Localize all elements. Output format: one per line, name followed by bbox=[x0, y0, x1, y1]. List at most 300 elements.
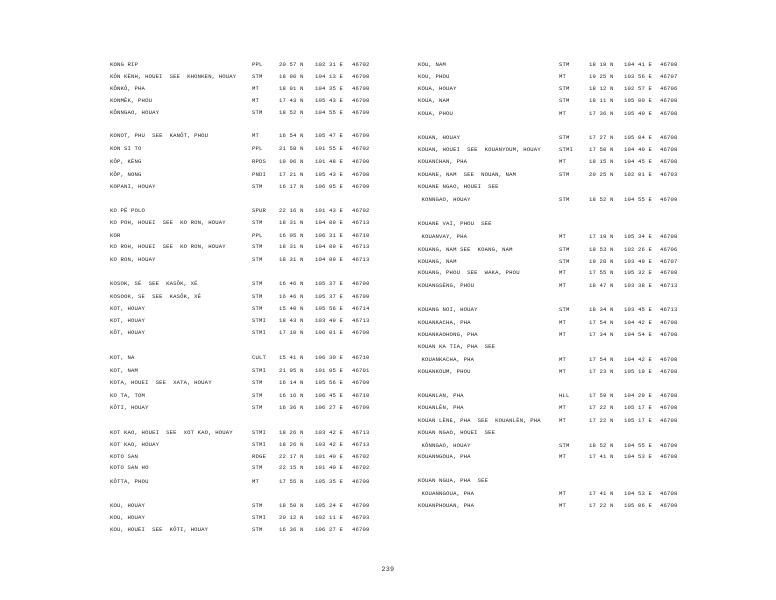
entry-lon: 104 55 E bbox=[624, 196, 653, 203]
entry-name: KOUANPHOUAN, PHA bbox=[418, 502, 475, 509]
right-column-entry bbox=[0, 452, 776, 461]
entry-lon: 103 56 E bbox=[624, 73, 653, 80]
entry-ref: 46713 bbox=[660, 282, 678, 289]
right-column-entry bbox=[0, 330, 776, 339]
entry-lon: 105 37 E bbox=[315, 280, 344, 287]
entry-name: KOT KAO, HOUEI SEE XOT KAO, HOUAY bbox=[110, 429, 233, 436]
entry-name: KÔNNGAO, HOUAY bbox=[110, 109, 160, 116]
entry-type: MT bbox=[559, 269, 567, 276]
entry-name: KONOT, PHU SEE KANÔT, PHOU bbox=[110, 132, 209, 139]
entry-lat: 22 16 N bbox=[279, 207, 304, 214]
entry-type: MT bbox=[559, 282, 567, 289]
entry-ref: 46703 bbox=[660, 171, 678, 178]
entry-lon: 104 09 E bbox=[315, 243, 344, 250]
right-column-entry bbox=[0, 195, 776, 204]
entry-name: KOT, HOUAY bbox=[110, 305, 146, 312]
entry-ref: 46708 bbox=[660, 61, 678, 68]
entry-lon: 104 55 E bbox=[315, 109, 344, 116]
entry-ref: 46702 bbox=[352, 453, 370, 460]
entry-ref: 46708 bbox=[660, 110, 678, 117]
entry-ref: 46708 bbox=[352, 85, 370, 92]
right-column-entry bbox=[0, 355, 776, 364]
entry-name: KOUA, NAM bbox=[418, 97, 450, 104]
entry-ref: 46703 bbox=[352, 514, 370, 521]
entry-lat: 17 36 N bbox=[589, 110, 614, 117]
entry-lat: 17 55 N bbox=[279, 478, 304, 485]
entry-type: PPL bbox=[252, 145, 263, 152]
entry-type: STMI bbox=[252, 367, 267, 374]
entry-lon: 103 38 E bbox=[624, 282, 653, 289]
entry-type: PNDI bbox=[252, 171, 267, 178]
entry-lat: 17 55 N bbox=[589, 269, 614, 276]
entry-lat: 18 53 N bbox=[589, 246, 614, 253]
entry-name: KÔTI, HOUAY bbox=[110, 404, 149, 411]
entry-ref: 46708 bbox=[660, 417, 678, 424]
entry-ref: 46709 bbox=[352, 280, 370, 287]
entry-type: STM bbox=[252, 243, 263, 250]
entry-ref: 46707 bbox=[660, 73, 678, 80]
entry-name: KOTA, HOUEI SEE XATA, HOUAY bbox=[110, 379, 212, 386]
entry-name: KOUAN KA TIA, PHA SEE bbox=[418, 343, 496, 350]
right-column-entry bbox=[0, 96, 776, 105]
entry-ref: 46708 bbox=[660, 319, 678, 326]
entry-lon: 103 49 E bbox=[624, 258, 653, 265]
entry-type: STM bbox=[252, 73, 263, 80]
entry-type: STM bbox=[559, 85, 570, 92]
entry-ref: 46710 bbox=[352, 232, 370, 239]
entry-lon: 105 56 E bbox=[315, 305, 344, 312]
entry-lat: 17 34 N bbox=[589, 331, 614, 338]
right-column-entry bbox=[0, 342, 776, 351]
entry-type: PPL bbox=[252, 232, 263, 239]
entry-lon: 105 06 E bbox=[624, 502, 653, 509]
entry-lat: 17 41 N bbox=[589, 490, 614, 497]
entry-lon: 104 54 E bbox=[624, 331, 653, 338]
entry-type: SPUR bbox=[252, 207, 267, 214]
entry-name: KOUANKACHA, PHA bbox=[418, 319, 471, 326]
entry-ref: 46708 bbox=[660, 404, 678, 411]
entry-lon: 106 05 E bbox=[315, 183, 344, 190]
entry-lon: 102 31 E bbox=[315, 61, 344, 68]
entry-name: KOUA, HOUAY bbox=[418, 85, 457, 92]
entry-lat: 16 17 N bbox=[279, 183, 304, 190]
entry-lat: 20 12 N bbox=[279, 514, 304, 521]
entry-ref: 46708 bbox=[660, 269, 678, 276]
entry-lat: 18 52 N bbox=[279, 109, 304, 116]
entry-lon: 105 40 E bbox=[624, 110, 653, 117]
right-column-entry bbox=[0, 245, 776, 254]
entry-type: MT bbox=[559, 319, 567, 326]
entry-type: PPL bbox=[252, 61, 263, 68]
right-column-entry bbox=[0, 133, 776, 142]
entry-type: MT bbox=[559, 158, 567, 165]
entry-ref: 46709 bbox=[352, 526, 370, 533]
entry-ref: 46708 bbox=[352, 329, 370, 336]
entry-lon: 105 43 E bbox=[315, 97, 344, 104]
entry-name: KOUANKOUM, PHOU bbox=[418, 368, 471, 375]
entry-ref: 46713 bbox=[352, 243, 370, 250]
entry-type: STM bbox=[252, 256, 263, 263]
entry-lon: 104 53 E bbox=[624, 490, 653, 497]
entry-lon: 105 47 E bbox=[315, 132, 344, 139]
entry-ref: 46709 bbox=[660, 442, 678, 449]
entry-ref: 46702 bbox=[352, 464, 370, 471]
entry-lat: 15 40 N bbox=[279, 305, 304, 312]
entry-type: MT bbox=[559, 110, 567, 117]
entry-ref: 46708 bbox=[660, 392, 678, 399]
entry-ref: 46707 bbox=[660, 258, 678, 265]
entry-type: STM bbox=[559, 258, 570, 265]
entry-type: MT bbox=[559, 233, 567, 240]
entry-lat: 19 06 N bbox=[279, 158, 304, 165]
entry-type: MT bbox=[559, 490, 567, 497]
entry-lat: 17 23 N bbox=[589, 368, 614, 375]
entry-name: KOUAN NGUA, PHA SEE bbox=[418, 477, 489, 484]
entry-name: KOUANLAN, PHA bbox=[418, 392, 464, 399]
right-column-entry bbox=[0, 367, 776, 376]
entry-lon: 104 42 E bbox=[624, 319, 653, 326]
entry-type: STMI bbox=[252, 429, 267, 436]
entry-lat: 20 57 N bbox=[279, 61, 304, 68]
entry-lat: 18 06 N bbox=[279, 73, 304, 80]
entry-ref: 46706 bbox=[660, 85, 678, 92]
entry-ref: 46713 bbox=[352, 256, 370, 263]
entry-type: STM bbox=[252, 183, 263, 190]
entry-lon: 102 57 E bbox=[624, 85, 653, 92]
entry-lat: 17 50 N bbox=[589, 146, 614, 153]
right-column-entry bbox=[0, 145, 776, 154]
entry-lat: 19 28 N bbox=[589, 258, 614, 265]
entry-type: RDGE bbox=[252, 453, 267, 460]
entry-lon: 105 32 E bbox=[624, 269, 653, 276]
entry-name: KO RON, HOUAY bbox=[110, 256, 156, 263]
entry-name: KONMÈK, PHOU bbox=[110, 97, 153, 104]
entry-name: KỎN KÈNH, HOUEI SEE KHONKEN, HOUAY bbox=[110, 73, 237, 80]
entry-type: STM bbox=[559, 134, 570, 141]
entry-lat: 18 52 N bbox=[589, 442, 614, 449]
entry-name: KOUANKAOHONG, PHA bbox=[418, 331, 478, 338]
entry-type: STM bbox=[252, 379, 263, 386]
entry-lat: 18 52 N bbox=[589, 196, 614, 203]
entry-name: KOUANLÈN, PHA bbox=[418, 404, 464, 411]
entry-type: MT bbox=[559, 453, 567, 460]
entry-lat: 17 27 N bbox=[589, 134, 614, 141]
entry-name: KOT KAO, HOUAY bbox=[110, 441, 160, 448]
entry-ref: 46708 bbox=[660, 368, 678, 375]
entry-name: KOUANE NGAO, HOUEI SEE bbox=[418, 183, 499, 190]
entry-name: KOSOK, SÉ SEE KASÔK, XÉ bbox=[110, 280, 198, 287]
entry-ref: 46708 bbox=[352, 478, 370, 485]
entry-type: STMI bbox=[252, 441, 267, 448]
entry-lat: 17 22 N bbox=[589, 404, 614, 411]
entry-name: KOUAN NGAO, HOUEI SEE bbox=[418, 429, 496, 436]
entry-type: STM bbox=[252, 109, 263, 116]
right-column-entry bbox=[0, 489, 776, 498]
entry-lat: 18 34 N bbox=[589, 306, 614, 313]
entry-lat: 18 26 N bbox=[279, 429, 304, 436]
right-column-entry bbox=[0, 305, 776, 314]
entry-type: STM bbox=[559, 97, 570, 104]
entry-name: KOUANG NOI, HOUAY bbox=[418, 306, 478, 313]
entry-ref: 46706 bbox=[660, 246, 678, 253]
entry-type: STMI bbox=[559, 146, 574, 153]
entry-type: STM bbox=[252, 404, 263, 411]
entry-lon: 102 01 E bbox=[624, 171, 653, 178]
entry-lon: 104 13 E bbox=[315, 73, 344, 80]
entry-name: KOUANCHAN, PHA bbox=[418, 158, 468, 165]
right-column-entry bbox=[0, 232, 776, 241]
entry-lon: 103 49 E bbox=[315, 317, 344, 324]
right-column-entry bbox=[0, 476, 776, 485]
entry-name: KOSOOK, SE SEE KASÔK, XÉ bbox=[110, 293, 202, 300]
entry-lon: 105 43 E bbox=[315, 171, 344, 178]
entry-lon: 106 31 E bbox=[315, 232, 344, 239]
entry-type: STM bbox=[559, 61, 570, 68]
right-column-entry bbox=[0, 170, 776, 179]
entry-lat: 16 46 N bbox=[279, 293, 304, 300]
entry-name: KOU, HOUAY bbox=[110, 514, 146, 521]
entry-type: MT bbox=[559, 502, 567, 509]
right-column-entry bbox=[0, 72, 776, 81]
entry-lon: 105 24 E bbox=[315, 502, 344, 509]
entry-lon: 101 40 E bbox=[315, 464, 344, 471]
entry-type: HLL bbox=[559, 392, 570, 399]
entry-lat: 17 21 N bbox=[279, 171, 304, 178]
entry-type: MT bbox=[559, 368, 567, 375]
entry-lat: 21 58 N bbox=[279, 145, 304, 152]
entry-ref: 46708 bbox=[660, 134, 678, 141]
entry-ref: 46702 bbox=[352, 145, 370, 152]
entry-lon: 102 26 E bbox=[624, 246, 653, 253]
entry-name: KÔP, NONG bbox=[110, 171, 142, 178]
entry-ref: 46708 bbox=[660, 158, 678, 165]
entry-ref: 46708 bbox=[660, 453, 678, 460]
entry-type: MT bbox=[559, 404, 567, 411]
entry-lat: 16 16 N bbox=[279, 392, 304, 399]
entry-lon: 104 40 E bbox=[624, 146, 653, 153]
entry-name: KÔNNGAO, HOUAY bbox=[418, 442, 471, 449]
entry-lat: 18 01 N bbox=[279, 85, 304, 92]
entry-name: KÔP, KÈNG bbox=[110, 158, 142, 165]
entry-name: KOUAN, HOUAY bbox=[418, 134, 461, 141]
entry-lon: 105 04 E bbox=[624, 134, 653, 141]
entry-lon: 104 09 E bbox=[315, 219, 344, 226]
entry-type: STM bbox=[559, 442, 570, 449]
entry-type: STM bbox=[559, 246, 570, 253]
entry-lon: 105 00 E bbox=[624, 97, 653, 104]
entry-lon: 105 35 E bbox=[315, 478, 344, 485]
entry-ref: 46708 bbox=[352, 73, 370, 80]
entry-name: KONNGAO, HOUAY bbox=[418, 196, 471, 203]
entry-lat: 16 36 N bbox=[279, 526, 304, 533]
entry-ref: 46710 bbox=[352, 354, 370, 361]
right-column-entry bbox=[0, 219, 776, 228]
entry-ref: 46700 bbox=[352, 158, 370, 165]
entry-ref: 46713 bbox=[352, 429, 370, 436]
entry-lat: 16 14 N bbox=[279, 379, 304, 386]
entry-type: STM bbox=[559, 171, 570, 178]
right-column-entry bbox=[0, 416, 776, 425]
entry-lon: 104 55 E bbox=[624, 442, 653, 449]
entry-lon: 101 40 E bbox=[315, 453, 344, 460]
entry-lon: 106 30 E bbox=[315, 354, 344, 361]
entry-lat: 21 05 N bbox=[279, 367, 304, 374]
entry-lon: 103 45 E bbox=[624, 306, 653, 313]
entry-type: MT bbox=[559, 417, 567, 424]
entry-lat: 18 31 N bbox=[279, 256, 304, 263]
entry-name: KOU, NAM bbox=[418, 61, 447, 68]
entry-lat: 16 36 N bbox=[279, 404, 304, 411]
entry-name: KOUANE, NAM SEE NOUAN, NAM bbox=[418, 171, 517, 178]
entry-ref: 46708 bbox=[660, 356, 678, 363]
entry-name: KOUANE VAI, PHOU SEE bbox=[418, 220, 492, 227]
entry-lon: 103 42 E bbox=[315, 429, 344, 436]
entry-name: KO PÉ POLO bbox=[110, 207, 146, 214]
entry-lon: 104 09 E bbox=[315, 256, 344, 263]
entry-type: MT bbox=[559, 73, 567, 80]
entry-ref: 46708 bbox=[352, 171, 370, 178]
entry-ref: 46709 bbox=[352, 502, 370, 509]
entry-lat: 17 41 N bbox=[589, 453, 614, 460]
entry-lat: 22 17 N bbox=[279, 453, 304, 460]
entry-lat: 18 26 N bbox=[279, 441, 304, 448]
entry-lon: 104 45 E bbox=[624, 158, 653, 165]
right-column-entry bbox=[0, 182, 776, 191]
entry-lon: 105 19 E bbox=[624, 368, 653, 375]
entry-lat: 18 50 N bbox=[279, 502, 304, 509]
entry-name: KOUAN, HOUEI SEE KOUANYOUM, HOUAY bbox=[418, 146, 541, 153]
entry-lon: 105 34 E bbox=[624, 233, 653, 240]
right-column-entry bbox=[0, 428, 776, 437]
page-number: 239 bbox=[381, 566, 395, 573]
right-column-entry bbox=[0, 109, 776, 118]
entry-lat: 15 41 N bbox=[279, 354, 304, 361]
entry-lon: 104 53 E bbox=[624, 453, 653, 460]
entry-ref: 46709 bbox=[352, 379, 370, 386]
right-column-entry bbox=[0, 281, 776, 290]
entry-name: KOT, NA bbox=[110, 354, 135, 361]
entry-type: STM bbox=[252, 305, 263, 312]
entry-ref: 46701 bbox=[352, 367, 370, 374]
entry-name: KOR bbox=[110, 232, 121, 239]
entry-ref: 46708 bbox=[660, 233, 678, 240]
entry-name: KOT, HOUAY bbox=[110, 317, 146, 324]
right-column-entry bbox=[0, 84, 776, 93]
entry-ref: 46713 bbox=[660, 306, 678, 313]
entry-lat: 19 25 N bbox=[589, 73, 614, 80]
entry-ref: 46708 bbox=[660, 146, 678, 153]
entry-lat: 17 10 N bbox=[279, 329, 304, 336]
entry-lat: 17 59 N bbox=[589, 392, 614, 399]
entry-lon: 102 11 E bbox=[315, 514, 344, 521]
entry-ref: 46708 bbox=[660, 97, 678, 104]
entry-name: KOUANG, NAM bbox=[418, 258, 457, 265]
entry-lat: 18 11 N bbox=[589, 97, 614, 104]
entry-name: KONG RIP bbox=[110, 61, 139, 68]
entry-lat: 17 19 N bbox=[589, 233, 614, 240]
entry-ref: 46709 bbox=[352, 404, 370, 411]
entry-name: KOUAN LÈNE, PHA SEE KOUANLÈN, PHA bbox=[418, 417, 541, 424]
entry-lon: 104 41 E bbox=[624, 61, 653, 68]
entry-lat: 18 15 N bbox=[589, 158, 614, 165]
right-column-entry bbox=[0, 441, 776, 450]
entry-lon: 103 42 E bbox=[315, 441, 344, 448]
entry-ref: 46709 bbox=[352, 132, 370, 139]
entry-type: MT bbox=[252, 478, 260, 485]
entry-type: STM bbox=[559, 306, 570, 313]
entry-type: STM bbox=[252, 502, 263, 509]
entry-ref: 46709 bbox=[660, 502, 678, 509]
entry-name: KOUANKACHA, PHA bbox=[418, 356, 475, 363]
entry-type: RPDS bbox=[252, 158, 267, 165]
entry-ref: 46714 bbox=[352, 305, 370, 312]
right-column-entry bbox=[0, 391, 776, 400]
entry-ref: 46709 bbox=[352, 293, 370, 300]
entry-lon: 106 45 E bbox=[315, 392, 344, 399]
entry-lon: 104 35 E bbox=[315, 85, 344, 92]
entry-lat: 18 47 N bbox=[589, 282, 614, 289]
entry-lat: 22 15 N bbox=[279, 464, 304, 471]
entry-name: KOUANVAY, PHA bbox=[418, 233, 468, 240]
entry-name: KOUANG, PHOU SEE WAKA, PHOU bbox=[418, 269, 520, 276]
entry-lat: 18 31 N bbox=[279, 219, 304, 226]
entry-lat: 16 54 N bbox=[279, 132, 304, 139]
entry-name: KOT, NAM bbox=[110, 367, 139, 374]
entry-name: KOU, HOUEI SEE KÔTI, HOUAY bbox=[110, 526, 209, 533]
entry-ref: 46713 bbox=[352, 441, 370, 448]
entry-lat: 17 43 N bbox=[279, 97, 304, 104]
entry-lon: 101 48 E bbox=[315, 158, 344, 165]
entry-name: KOUA, PHOU bbox=[418, 110, 454, 117]
entry-ref: 46709 bbox=[352, 183, 370, 190]
entry-lon: 106 27 E bbox=[315, 526, 344, 533]
right-column-entry bbox=[0, 501, 776, 510]
entry-name: KOUANNGOUA, PHA bbox=[418, 490, 475, 497]
entry-lat: 18 18 N bbox=[589, 61, 614, 68]
entry-ref: 46713 bbox=[352, 219, 370, 226]
entry-lat: 17 54 N bbox=[589, 319, 614, 326]
entry-ref: 46702 bbox=[352, 207, 370, 214]
entry-lon: 101 05 E bbox=[315, 367, 344, 374]
entry-name: KOUANNGOUA, PHA bbox=[418, 453, 471, 460]
entry-type: STM bbox=[252, 219, 263, 226]
entry-lat: 16 46 N bbox=[279, 280, 304, 287]
entry-type: STMI bbox=[252, 514, 267, 521]
entry-lat: 18 12 N bbox=[589, 85, 614, 92]
entry-name: KON SI TO bbox=[110, 145, 142, 152]
entry-type: MT bbox=[252, 97, 260, 104]
entry-ref: 46709 bbox=[660, 196, 678, 203]
entry-name: KOU, PHOU bbox=[418, 73, 450, 80]
entry-name: KOTO SAN bbox=[110, 453, 139, 460]
entry-lon: 105 37 E bbox=[315, 293, 344, 300]
entry-ref: 46708 bbox=[660, 490, 678, 497]
entry-name: KOPANI, HOUAY bbox=[110, 183, 156, 190]
entry-type: STM bbox=[559, 196, 570, 203]
entry-lat: 17 22 N bbox=[589, 417, 614, 424]
entry-lon: 105 17 E bbox=[624, 417, 653, 424]
entry-type: STM bbox=[252, 526, 263, 533]
right-column-entry bbox=[0, 60, 776, 69]
entry-ref: 46708 bbox=[352, 97, 370, 104]
entry-lon: 101 43 E bbox=[315, 207, 344, 214]
entry-name: KO TA, TOM bbox=[110, 392, 146, 399]
entry-type: MT bbox=[559, 331, 567, 338]
entry-type: STM bbox=[252, 392, 263, 399]
entry-name: KÔTTA, PHOU bbox=[110, 478, 149, 485]
entry-type: MT bbox=[559, 356, 567, 363]
entry-lon: 101 55 E bbox=[315, 145, 344, 152]
